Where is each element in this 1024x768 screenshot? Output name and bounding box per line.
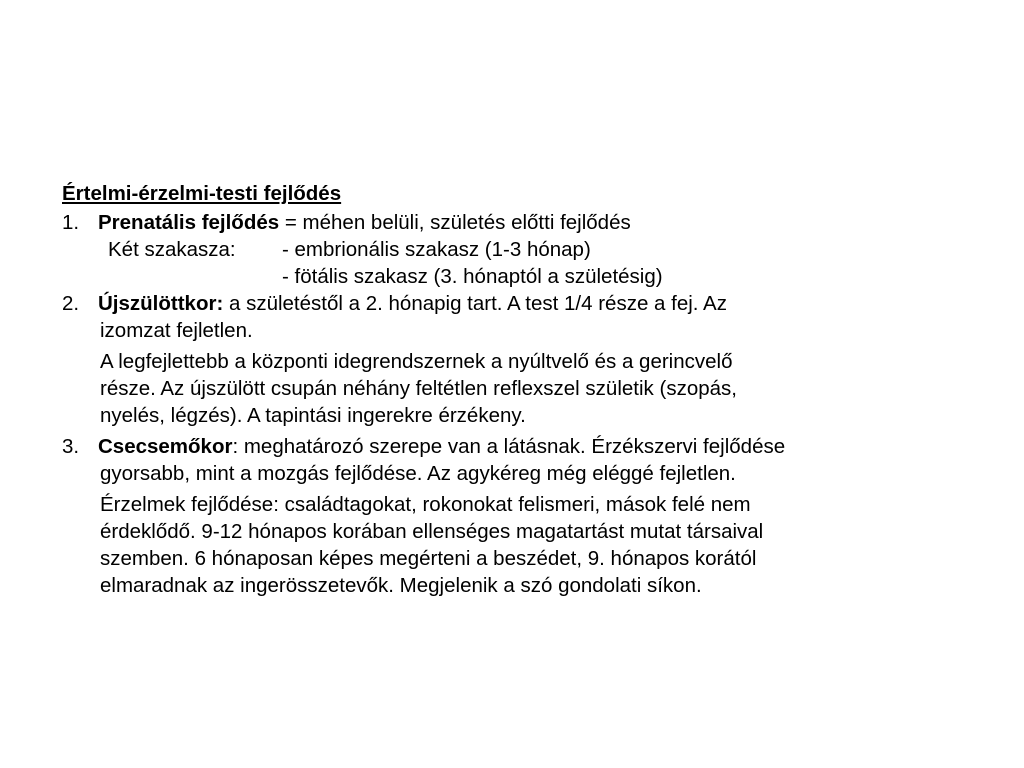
- paragraph-line: érdeklődő. 9-12 hónapos korában ellenséges magatartást mutat társaival: [100, 520, 764, 543]
- item-paragraph: [62, 491, 962, 599]
- stage-row-2: [62, 263, 962, 290]
- list-item-newborn: [62, 290, 962, 317]
- stage-row-1: [62, 236, 962, 263]
- paragraph-line: elmaradnak az ingerösszetevők. Megjelenik a szó gondolati síkon.: [100, 574, 702, 597]
- list-item-infancy: [62, 433, 962, 460]
- list-item-prenatal: [62, 209, 962, 236]
- paragraph-line: része. Az újszülött csupán néhány feltétlen reflexszel születik (szopás,: [100, 377, 737, 400]
- item-text-continued: gyorsabb, mint a mozgás fejlődése. Az agykéreg még eléggé fejletlen.: [100, 462, 736, 485]
- slide-content: [62, 180, 962, 599]
- item-text: : meghatározó szerepe van a látásnak. Érzékszervi fejlődése: [232, 435, 786, 458]
- item-number: 2.: [62, 292, 80, 315]
- item-paragraph: [62, 348, 962, 429]
- item-heading: Csecsemőkor: [98, 435, 233, 458]
- paragraph-line: szemben. 6 hónaposan képes megérteni a beszédet, 9. hónapos korától: [100, 547, 757, 570]
- stage-fetal: - fötális szakasz (3. hónaptól a születésig): [282, 265, 663, 288]
- item-text-continued: izomzat fejletlen.: [100, 319, 253, 342]
- paragraph-line: nyelés, légzés). A tapintási ingerekre érzékeny.: [100, 404, 526, 427]
- item-text: a születéstől a 2. hónapig tart. A test 1/4 része a fej. Az: [223, 292, 727, 315]
- item-text: = méhen belüli, születés előtti fejlődés: [279, 211, 631, 234]
- paragraph-line: A legfejlettebb a központi idegrendszernek a nyúltvelő és a gerincvelő: [100, 350, 733, 373]
- item-number: 1.: [62, 211, 80, 234]
- stages-label: Két szakasza:: [108, 238, 236, 261]
- paragraph-line: Érzelmek fejlődése: családtagokat, rokonokat felismeri, mások felé nem: [100, 493, 751, 516]
- item-heading: Prenatális fejlődés: [98, 211, 280, 234]
- item-heading: Újszülöttkor:: [98, 292, 224, 315]
- slide-title: Értelmi-érzelmi-testi fejlődés: [62, 182, 342, 205]
- stage-embryonic: - embrionális szakasz (1-3 hónap): [282, 238, 591, 261]
- item-number: 3.: [62, 435, 80, 458]
